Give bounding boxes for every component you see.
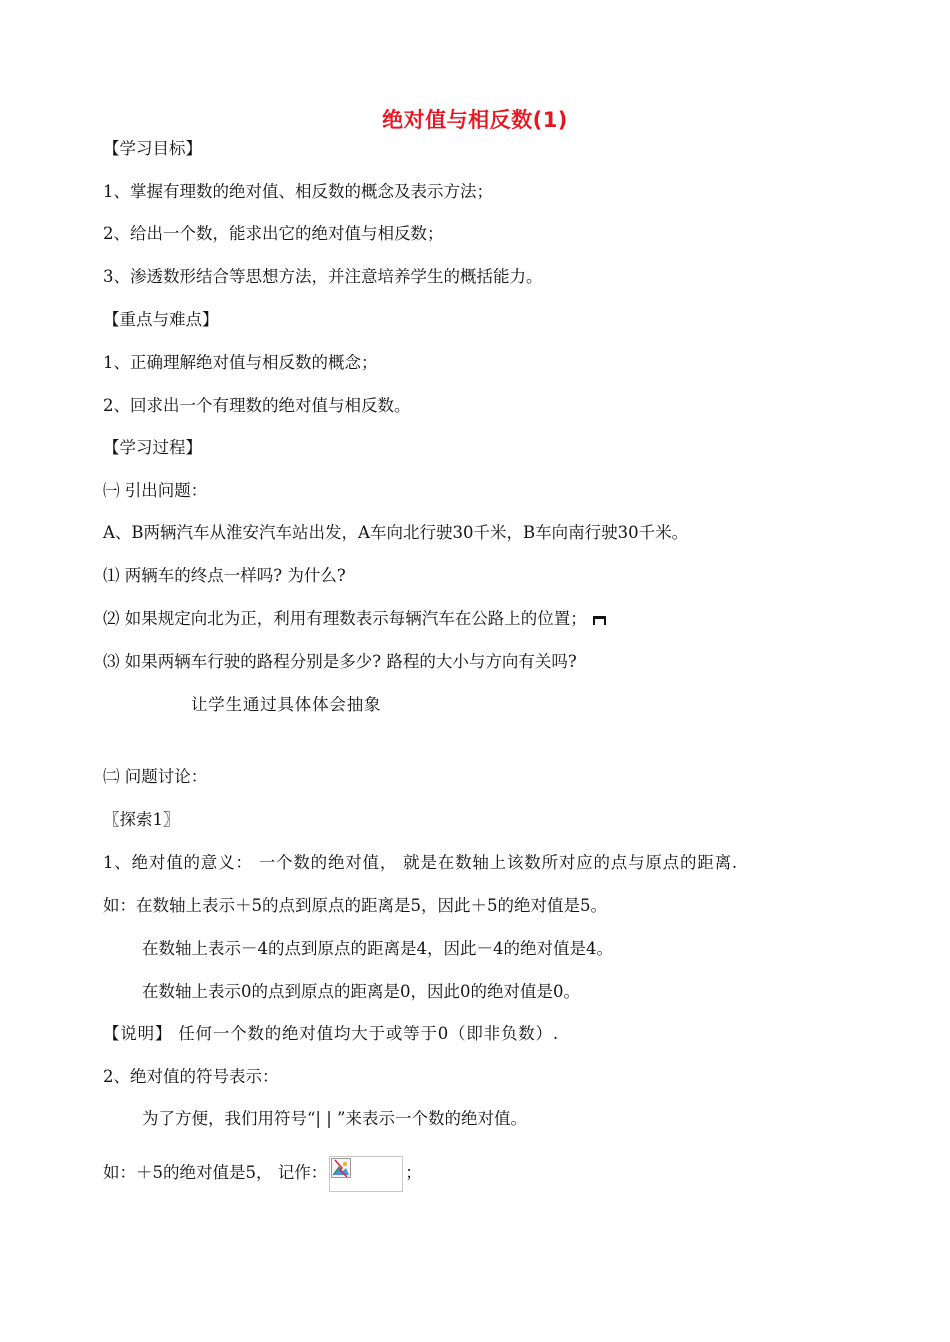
- trailing-semicolon: ；: [405, 1163, 422, 1182]
- problem-statement: A、B两辆汽车从淮安汽车站出发，A车向北行驶30千米，B车向南行驶30千米。: [103, 523, 689, 542]
- example-plus-5: 如：在数轴上表示＋5的点到原点的距离是5，因此＋5的绝对值是5。: [103, 896, 607, 915]
- section-1-heading: ㈠ 引出问题：: [103, 481, 208, 500]
- question-2: [103, 608, 606, 630]
- question-1: ⑴ 两辆车的终点一样吗? 为什么?: [103, 566, 346, 585]
- broken-image-placeholder: [329, 1156, 403, 1192]
- example-minus-4: 在数轴上表示－4的点到原点的距离是4，因此－4的绝对值是4。: [142, 939, 613, 958]
- question-3: ⑶ 如果两辆车行驶的路程分别是多少? 路程的大小与方向有关吗?: [103, 652, 577, 671]
- goal-2: 2、给出一个数，能求出它的绝对值与相反数；: [103, 224, 444, 243]
- absolute-value-definition: 1、绝对值的意义： 一个数的绝对值， 就是在数轴上该数所对应的点与原点的距离.: [103, 853, 738, 872]
- symbol-heading: 2、绝对值的符号表示：: [103, 1067, 279, 1086]
- question-2-text: ⑵ 如果规定向北为正，利用有理数表示每辆汽车在公路上的位置；: [103, 609, 587, 628]
- heading-key-points: 【重点与难点】: [103, 310, 219, 329]
- section-2-heading: ㈡ 问题讨论：: [103, 767, 208, 786]
- key-point-1: 1、正确理解绝对值与相反数的概念；: [103, 353, 378, 372]
- heading-learning-process: 【学习过程】: [103, 438, 202, 457]
- notation-example: [103, 1156, 422, 1192]
- example-zero: 在数轴上表示0的点到原点的距离是0，因此0的绝对值是0。: [142, 982, 580, 1001]
- symbol-explanation: 为了方便，我们用符号“| | ”来表示一个数的绝对值。: [142, 1109, 527, 1128]
- teaching-note: 让学生通过具体体会抽象: [191, 695, 382, 714]
- key-point-2: 2、回求出一个有理数的绝对值与相反数。: [103, 396, 411, 415]
- text-cursor-icon: [593, 616, 606, 625]
- goal-1: 1、掌握有理数的绝对值、相反数的概念及表示方法；: [103, 182, 493, 201]
- notation-example-text: 如：＋5的绝对值是5， 记作：: [103, 1163, 328, 1182]
- explore-1-heading: 〖探索1〗: [103, 810, 180, 829]
- goal-3: 3、渗透数形结合等思想方法，并注意培养学生的概括能力。: [103, 267, 543, 286]
- broken-image-icon: [331, 1158, 351, 1178]
- document-title: 绝对值与相反数(1): [382, 108, 568, 132]
- heading-learning-goals: 【学习目标】: [103, 139, 202, 158]
- explanation-note: 【说明】 任何一个数的绝对值均大于或等于0（即非负数）.: [103, 1024, 559, 1043]
